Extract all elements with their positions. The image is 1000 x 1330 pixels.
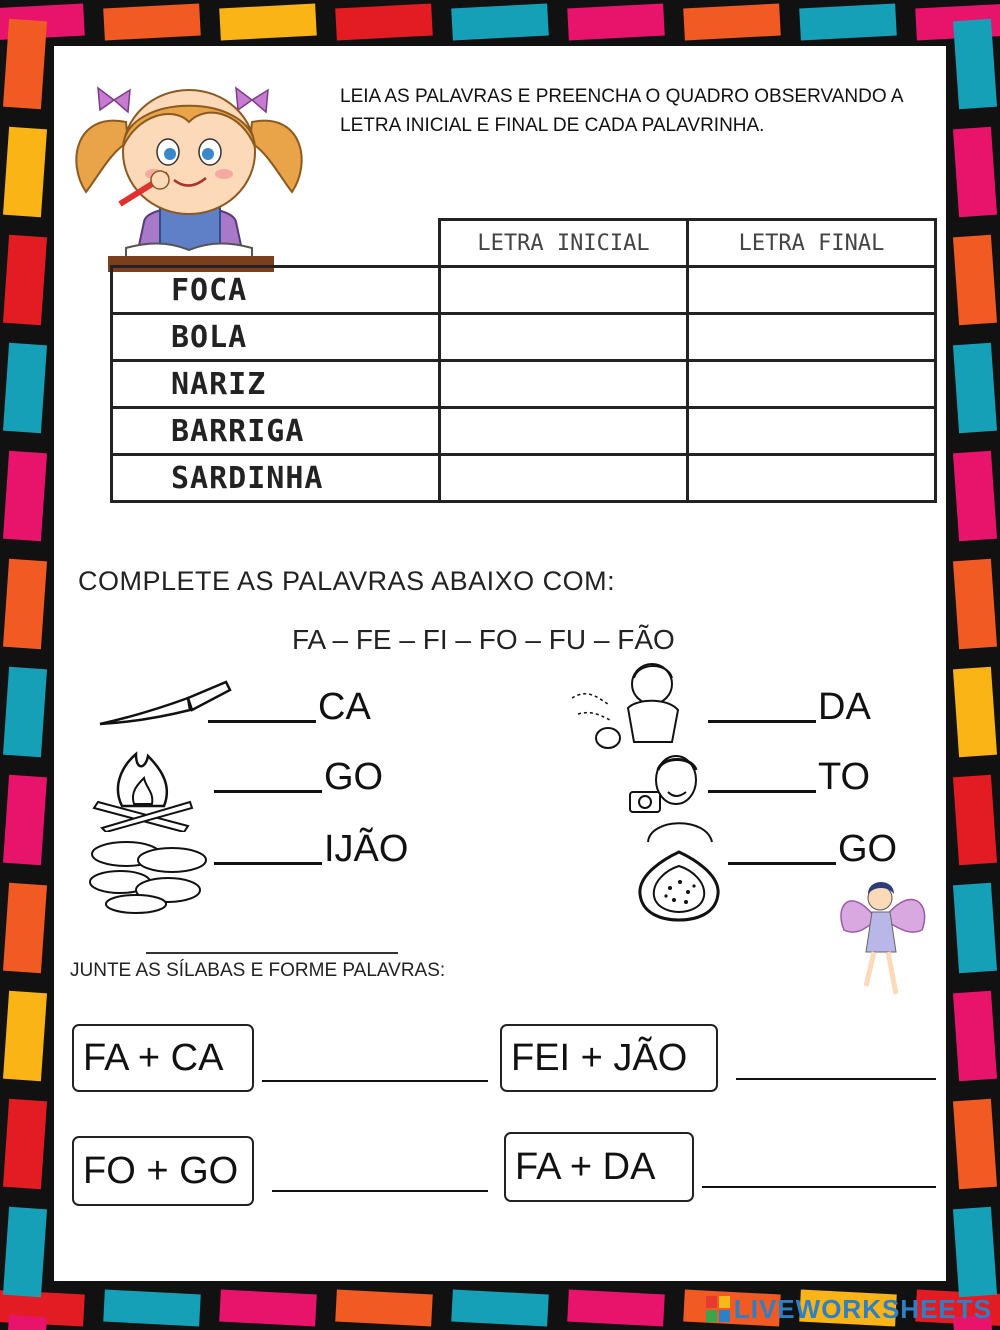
- word-suffix: TO: [818, 756, 871, 798]
- fill-blank[interactable]: [214, 862, 322, 865]
- border-tile: [3, 343, 47, 433]
- border-tile: [953, 1099, 997, 1189]
- border-tile: [3, 559, 47, 649]
- word-cell: BARRIGA: [112, 408, 440, 455]
- border-tile: [953, 1207, 997, 1297]
- answer-line[interactable]: [262, 1080, 488, 1082]
- fill-blank[interactable]: [708, 720, 816, 723]
- syllable-options: FA – FE – FI – FO – FU – FÃO: [292, 624, 675, 655]
- header-final-letter: LETRA FINAL: [688, 220, 936, 267]
- word-cell: NARIZ: [112, 361, 440, 408]
- fairy-sticker-icon: [830, 876, 934, 1002]
- syllable-combo-box: FA + DA: [504, 1132, 694, 1202]
- final-letter-answer[interactable]: [688, 361, 936, 408]
- border-tile: [3, 1099, 47, 1189]
- fill-in-item: [214, 828, 408, 871]
- section-complete-title: COMPLETE AS PALAVRAS ABAIXO COM:: [78, 566, 616, 596]
- border-tile: [219, 1290, 317, 1327]
- final-letter-answer[interactable]: [688, 455, 936, 502]
- border-tile: [335, 1290, 433, 1327]
- fill-in-item: [214, 756, 383, 799]
- border-tile: [335, 4, 433, 41]
- border-tile: [219, 4, 317, 41]
- border-tile: [3, 667, 47, 757]
- word-suffix: IJÃO: [324, 828, 409, 870]
- initial-letter-answer[interactable]: [440, 314, 688, 361]
- syllable-combo-box: FEI + JÃO: [500, 1024, 718, 1092]
- border-tile: [953, 343, 997, 433]
- liveworksheets-watermark: [706, 1294, 992, 1325]
- beans-icon: [86, 834, 212, 914]
- instruction-text: LEIA AS PALAVRAS E PREENCHA O QUADRO OBSERVANDO A LETRA INICIAL E FINAL DE CADA PALAVRINHA.: [340, 86, 903, 136]
- border-tile: [953, 883, 997, 973]
- border-tile: [953, 451, 997, 541]
- final-letter-answer[interactable]: [688, 314, 936, 361]
- border-tile: [451, 1290, 549, 1327]
- border-tile: [3, 775, 47, 865]
- border-tile: [799, 4, 897, 41]
- watermark-text: LIVEWORKSHEETS: [733, 1294, 992, 1324]
- border-tile: [3, 1207, 47, 1297]
- header-initial-letter: LETRA INICIAL: [440, 220, 688, 267]
- fig-icon: [636, 848, 722, 922]
- fill-blank[interactable]: [208, 720, 316, 723]
- fill-in-item: [708, 686, 871, 729]
- word-suffix: CA: [318, 686, 371, 728]
- word-suffix: DA: [818, 686, 871, 728]
- border-tile: [567, 1290, 665, 1327]
- border-tile: [953, 775, 997, 865]
- word-cell: BOLA: [112, 314, 440, 361]
- fill-blank[interactable]: [728, 862, 836, 865]
- border-tile: [103, 4, 201, 41]
- fill-in-item: [208, 686, 371, 729]
- fill-blank[interactable]: [708, 790, 816, 793]
- word-cell: SARDINHA: [112, 455, 440, 502]
- final-letter-answer[interactable]: [688, 408, 936, 455]
- border-tile: [567, 4, 665, 41]
- syllable-combo-box: FA + CA: [72, 1024, 254, 1092]
- divider-line: [146, 952, 398, 954]
- fill-in-item: [708, 756, 870, 799]
- word-suffix: GO: [324, 756, 384, 798]
- border-tile: [953, 127, 997, 217]
- campfire-icon: [92, 746, 198, 832]
- border-tile: [953, 991, 997, 1081]
- border-tile: [953, 235, 997, 325]
- border-tile: [953, 559, 997, 649]
- liveworksheets-logo-icon: [706, 1296, 730, 1322]
- initial-letter-answer[interactable]: [440, 455, 688, 502]
- answer-line[interactable]: [702, 1186, 936, 1188]
- border-tile: [3, 19, 47, 109]
- border-tile: [953, 667, 997, 757]
- final-letter-answer[interactable]: [688, 267, 936, 314]
- initial-letter-answer[interactable]: [440, 361, 688, 408]
- answer-line[interactable]: [272, 1190, 488, 1192]
- border-tile: [3, 127, 47, 217]
- section-join-title: JUNTE AS SÍLABAS E FORME PALAVRAS:: [70, 960, 446, 981]
- border-tile: [3, 1315, 47, 1330]
- border-tile: [953, 19, 997, 109]
- photographer-icon: [626, 752, 716, 844]
- word-suffix: GO: [838, 828, 898, 870]
- fill-blank[interactable]: [214, 790, 322, 793]
- letter-table: [110, 218, 937, 503]
- syllable-combo-box: FO + GO: [72, 1136, 254, 1206]
- border-tile: [3, 451, 47, 541]
- border-tile: [3, 991, 47, 1081]
- border-tile: [103, 1290, 201, 1327]
- initial-letter-answer[interactable]: [440, 408, 688, 455]
- border-tile: [683, 4, 781, 41]
- word-cell: FOCA: [112, 267, 440, 314]
- initial-letter-answer[interactable]: [440, 267, 688, 314]
- answer-line[interactable]: [736, 1078, 936, 1080]
- border-tile: [451, 4, 549, 41]
- fill-in-item: [728, 828, 897, 871]
- border-tile: [3, 883, 47, 973]
- border-tile: [3, 235, 47, 325]
- fairy-icon: [568, 658, 702, 754]
